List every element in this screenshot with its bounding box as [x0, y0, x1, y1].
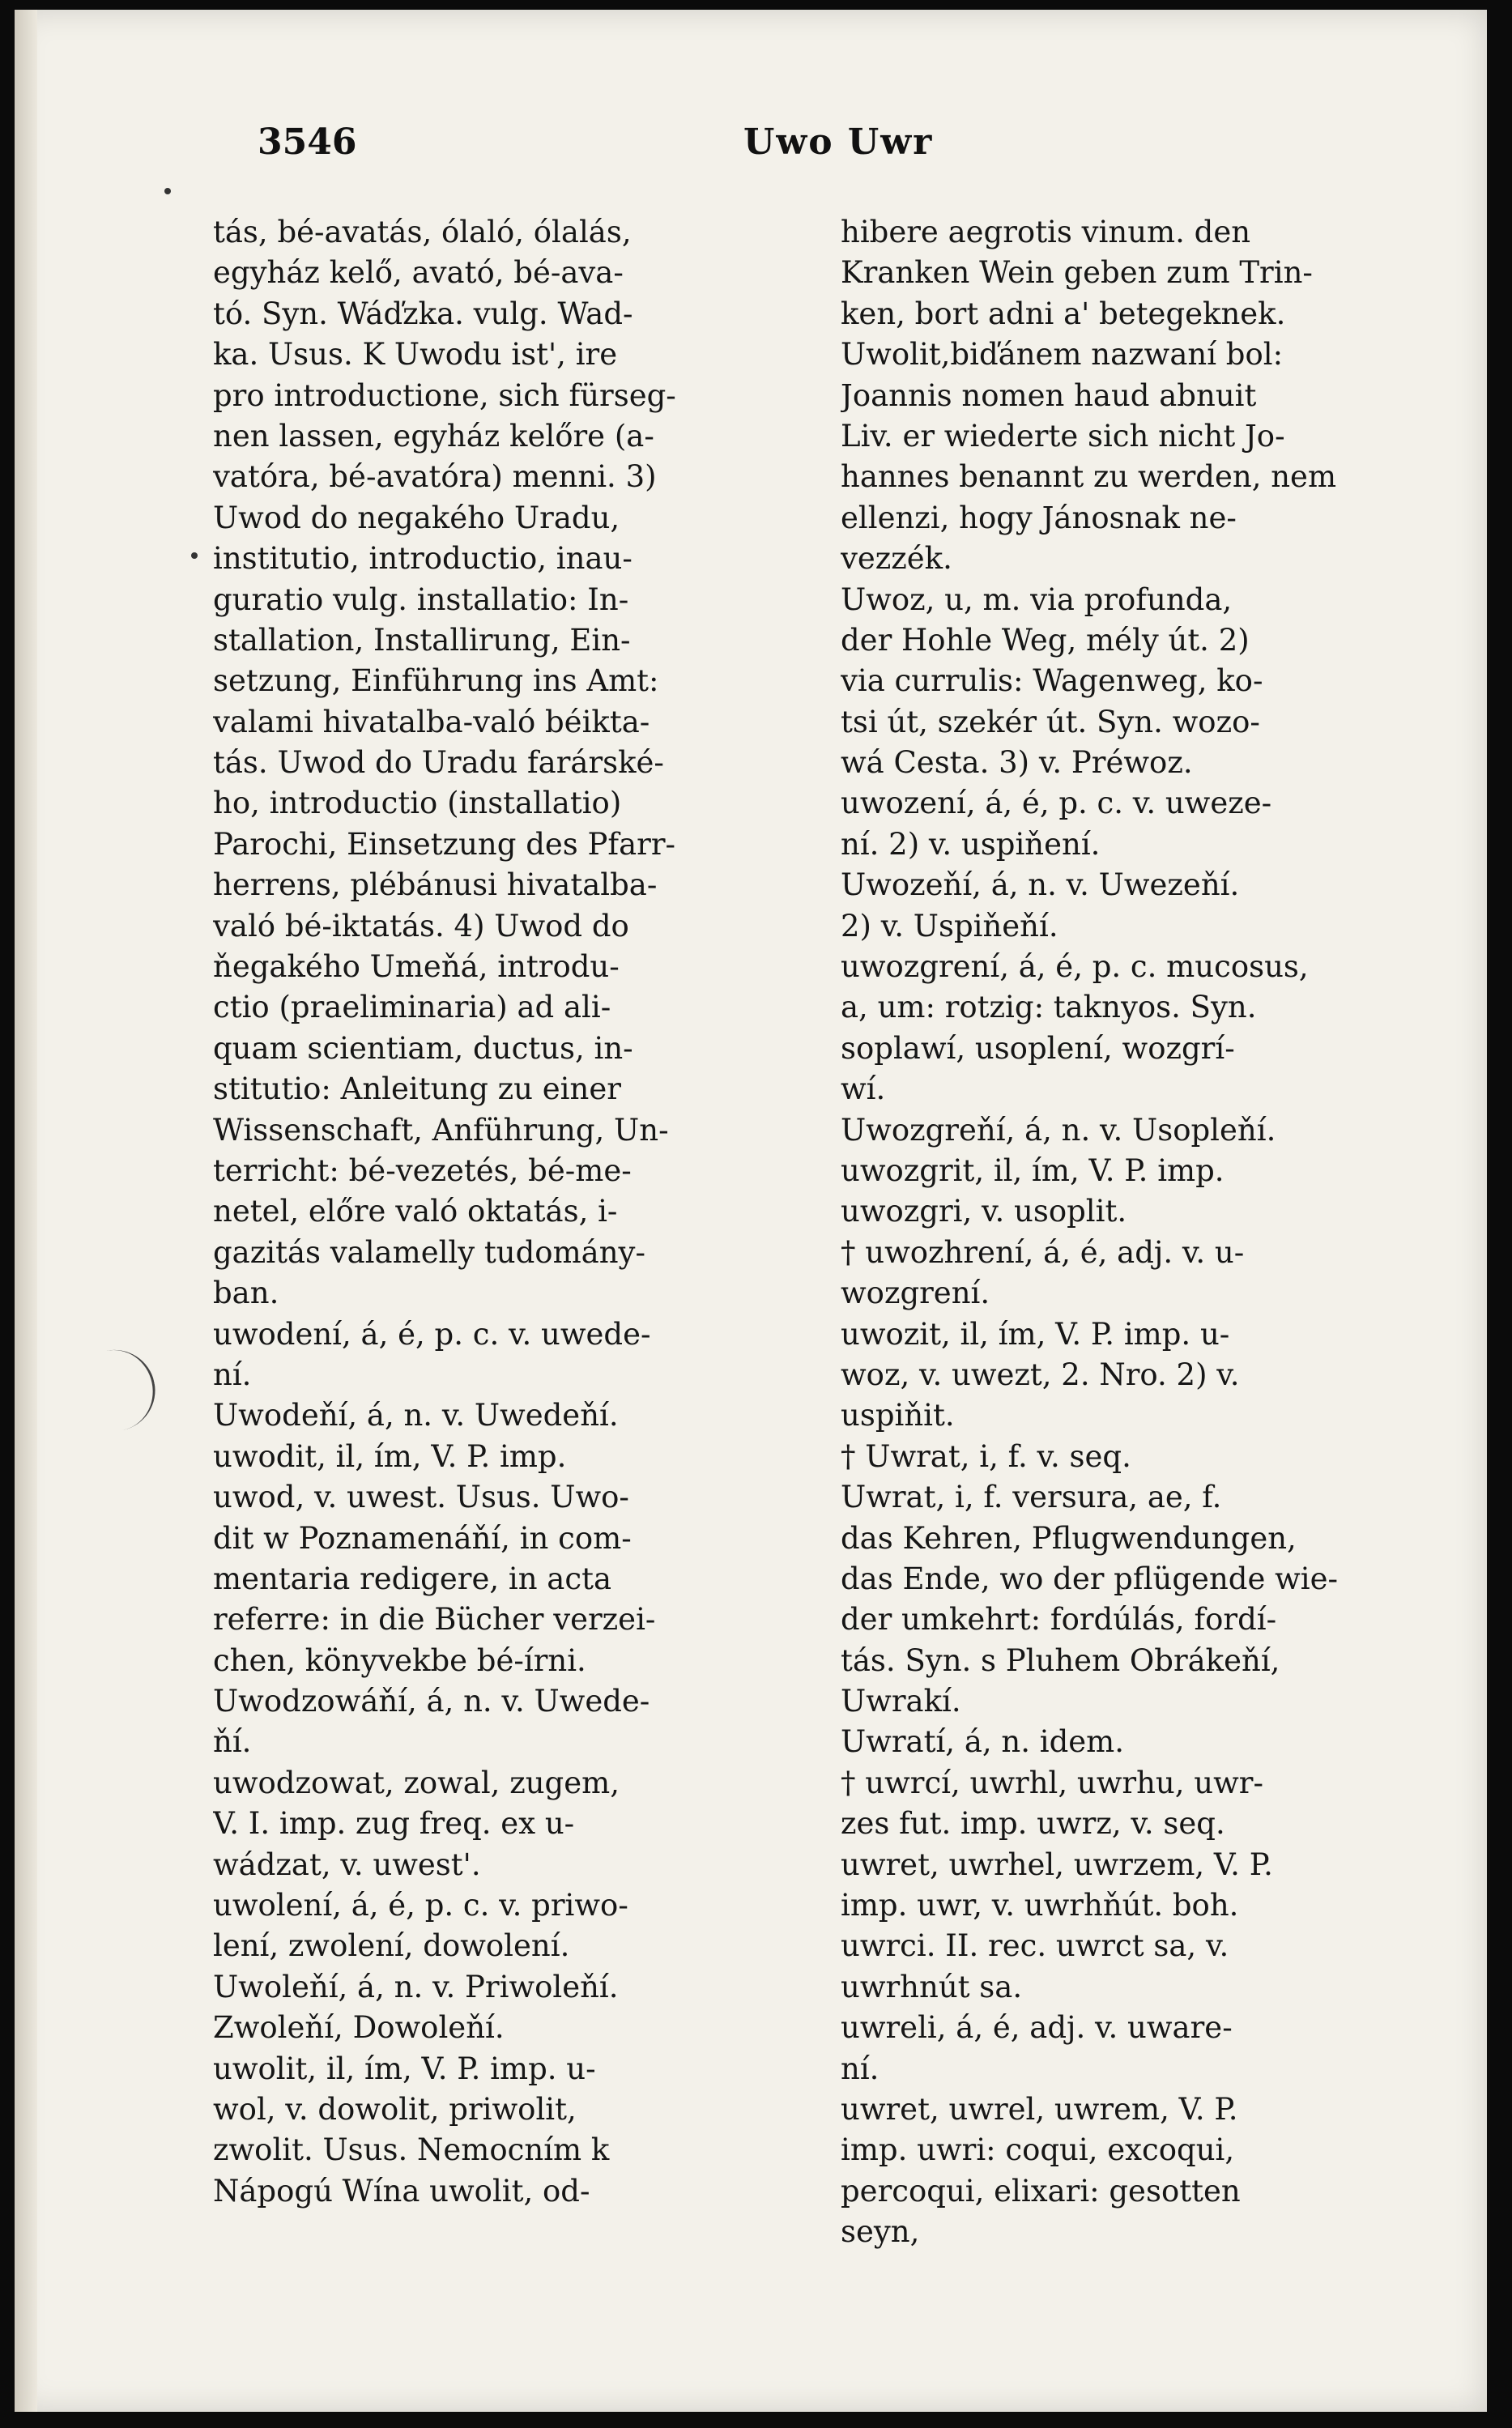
text-line: V. I. imp. zug freq. ex u- [213, 1806, 575, 1842]
text-line: ňegakého Umeňá, introdu- [213, 949, 620, 985]
text-line: guratio vulg. installatio: In- [213, 581, 629, 617]
text-line: uwod, v. uwest. Usus. Uwo- [213, 1480, 629, 1515]
text-line: tsi út, szekér út. Syn. wozo- [841, 704, 1260, 739]
text-line: uwrci. II. rec. uwrct sa, v. [841, 1928, 1229, 1964]
text-line: Uwoleňí, á, n. v. Priwoleňí. [213, 1969, 619, 2004]
text-line: nen lassen, egyház kelőre (a- [213, 418, 654, 454]
margin-bracket-mark [104, 1343, 163, 1431]
text-line: ka. Usus. K Uwodu ist', ire [213, 337, 618, 373]
text-line: pro introductione, sich fürseg- [213, 377, 676, 413]
text-line: uwozgri, v. usoplit. [841, 1194, 1127, 1229]
text-line: imp. uwri: coqui, excoqui, [841, 2132, 1235, 2168]
text-line: seyn, [841, 2214, 920, 2250]
text-line: uwozit, il, ím, V. P. imp. u- [841, 1316, 1230, 1352]
text-line: wol, v. dowolit, priwolit, [213, 2091, 577, 2127]
text-line: ken, bort adni a' betegeknek. [841, 296, 1286, 331]
text-line: hannes benannt zu werden, nem [841, 459, 1337, 495]
text-line: tó. Syn. Wáďzka. vulg. Wad- [213, 296, 633, 331]
text-line: uwodení, á, é, p. c. v. uwede- [213, 1316, 651, 1352]
text-line: ellenzi, hogy Jánosnak ne- [841, 500, 1237, 535]
left-column [213, 212, 796, 2212]
text-line: percoqui, elixari: gesotten [841, 2173, 1241, 2209]
text-line: Uwozgreňí, á, n. v. Usopleňí. [841, 1112, 1276, 1148]
text-line: der Hohle Weg, mély út. 2) [841, 622, 1250, 658]
text-line: valami hivatalba-való béikta- [213, 704, 650, 739]
text-line: lení, zwolení, dowolení. [213, 1928, 570, 1964]
text-line: Uwod do negakého Uradu, [213, 500, 620, 535]
text-line: uwozgrit, il, ím, V. P. imp. [841, 1152, 1225, 1188]
text-line: Uwodzowáňí, á, n. v. Uwede- [213, 1684, 650, 1719]
page-gutter-edge [15, 10, 37, 2412]
text-line: 2) v. Uspiňeňí. [841, 908, 1058, 944]
text-line: uwret, uwrel, uwrem, V. P. [841, 2091, 1238, 2127]
margin-dot-mark [164, 188, 171, 194]
text-line: terricht: bé-vezetés, bé-me- [213, 1152, 632, 1188]
text-line: Nápogú Wína uwolit, od- [213, 2173, 590, 2209]
text-line: chen, könyvekbe bé-írni. [213, 1642, 586, 1678]
text-line: Uwoz, u, m. via profunda, [841, 581, 1233, 617]
text-line: Parochi, Einsetzung des Pfarr- [213, 826, 676, 862]
right-column [841, 212, 1424, 2253]
text-line: setzung, Einführung ins Amt: [213, 663, 659, 699]
text-line: uwrhnút sa. [841, 1969, 1023, 2004]
text-line: zwolit. Usus. Nemocním k [213, 2132, 610, 2168]
text-line: imp. uwr, v. uwrhňút. boh. [841, 1888, 1239, 1923]
text-line: Uwrakí. [841, 1684, 961, 1719]
text-line: uwozgrení, á, é, p. c. mucosus, [841, 949, 1309, 985]
text-line: wádzat, v. uwest'. [213, 1847, 481, 1882]
text-line: uwolit, il, ím, V. P. imp. u- [213, 2051, 596, 2086]
text-line: † uwrcí, uwrhl, uwrhu, uwr- [841, 1765, 1263, 1800]
text-line: quam scientiam, ductus, in- [213, 1030, 633, 1066]
text-line: uwození, á, é, p. c. v. uweze- [841, 786, 1272, 821]
text-line: institutio, introductio, inau- [213, 541, 632, 577]
text-line: zes fut. imp. uwrz, v. seq. [841, 1806, 1225, 1842]
text-line: † Uwrat, i, f. v. seq. [841, 1438, 1131, 1474]
text-line: wá Cesta. 3) v. Préwoz. [841, 745, 1193, 781]
text-line: a, um: rotzig: taknyos. Syn. [841, 990, 1257, 1025]
text-line: woz, v. uwezt, 2. Nro. 2) v. [841, 1357, 1240, 1392]
text-line: ní. [841, 2051, 880, 2086]
text-line: gazitás valamelly tudomány- [213, 1234, 645, 1270]
text-line: ban. [213, 1276, 279, 1311]
text-line: ní. [213, 1357, 252, 1392]
text-line: via currulis: Wagenweg, ko- [841, 663, 1263, 699]
text-line: Zwoleňí, Dowoleňí. [213, 2010, 505, 2046]
text-line: tás. Syn. s Pluhem Obrákeňí, [841, 1642, 1280, 1678]
text-line: ctio (praeliminaria) ad ali- [213, 990, 611, 1025]
text-line: való bé-iktatás. 4) Uwod do [213, 908, 629, 944]
text-line: Uwolit,biďánem nazwaní bol: [841, 337, 1284, 373]
text-line: stitutio: Anleitung zu einer [213, 1071, 621, 1107]
page-header [15, 121, 1487, 178]
text-line: uwreli, á, é, adj. v. uware- [841, 2010, 1233, 2046]
text-line: das Ende, wo der pflügende wie- [841, 1561, 1339, 1596]
text-line: hibere aegrotis vinum. den [841, 215, 1251, 249]
text-line: netel, előre való oktatás, i- [213, 1194, 618, 1229]
text-line: Uwratí, á, n. idem. [841, 1724, 1125, 1760]
text-line: mentaria redigere, in acta [213, 1561, 612, 1596]
text-line: uwodit, il, ím, V. P. imp. [213, 1438, 567, 1474]
text-line: egyház kelő, avató, bé-ava- [213, 255, 624, 291]
text-line: ní. 2) v. uspiňení. [841, 826, 1101, 862]
text-line: stallation, Installirung, Ein- [213, 622, 631, 658]
text-line: tás. Uwod do Uradu farárské- [213, 745, 664, 781]
text-line: Kranken Wein geben zum Trin- [841, 255, 1313, 291]
text-line: Uwodeňí, á, n. v. Uwedeňí. [213, 1398, 619, 1433]
running-head: Uwo Uwr [743, 121, 934, 163]
text-line: wozgrení. [841, 1276, 990, 1311]
text-line: dit w Poznamenáňí, in com- [213, 1520, 632, 1556]
text-line: uwret, uwrhel, uwrzem, V. P. [841, 1847, 1273, 1882]
text-line: wí. [841, 1071, 886, 1107]
dictionary-page [15, 10, 1487, 2412]
text-line: uspiňit. [841, 1398, 955, 1433]
text-line: tás, bé-avatás, ólaló, ólalás, [213, 215, 632, 249]
text-line: Uwozeňí, á, n. v. Uwezeňí. [841, 867, 1240, 903]
text-line: ho, introductio (installatio) [213, 786, 622, 821]
text-line: ňí. [213, 1724, 252, 1760]
text-line: vatóra, bé-avatóra) menni. 3) [213, 459, 657, 495]
text-line: das Kehren, Pflugwendungen, [841, 1520, 1297, 1556]
text-line: Uwrat, i, f. versura, ae, f. [841, 1480, 1222, 1515]
text-line: referre: in die Bücher verzei- [213, 1602, 656, 1638]
margin-dot-mark [191, 552, 198, 559]
text-line: uwodzowat, zowal, zugem, [213, 1765, 620, 1800]
text-line: Wissenschaft, Anführung, Un- [213, 1112, 669, 1148]
page-number: 3546 [258, 121, 357, 163]
text-line: vezzék. [841, 541, 952, 577]
text-line: uwolení, á, é, p. c. v. priwo- [213, 1888, 628, 1923]
text-line: Joannis nomen haud abnuit [841, 377, 1257, 413]
text-line: Liv. er wiederte sich nicht Jo- [841, 418, 1285, 454]
text-line: † uwozhrení, á, é, adj. v. u- [841, 1234, 1245, 1270]
text-line: herrens, plébánusi hivatalba- [213, 867, 658, 903]
text-line: soplawí, usoplení, wozgrí- [841, 1030, 1235, 1066]
text-line: der umkehrt: fordúlás, fordí- [841, 1602, 1277, 1638]
